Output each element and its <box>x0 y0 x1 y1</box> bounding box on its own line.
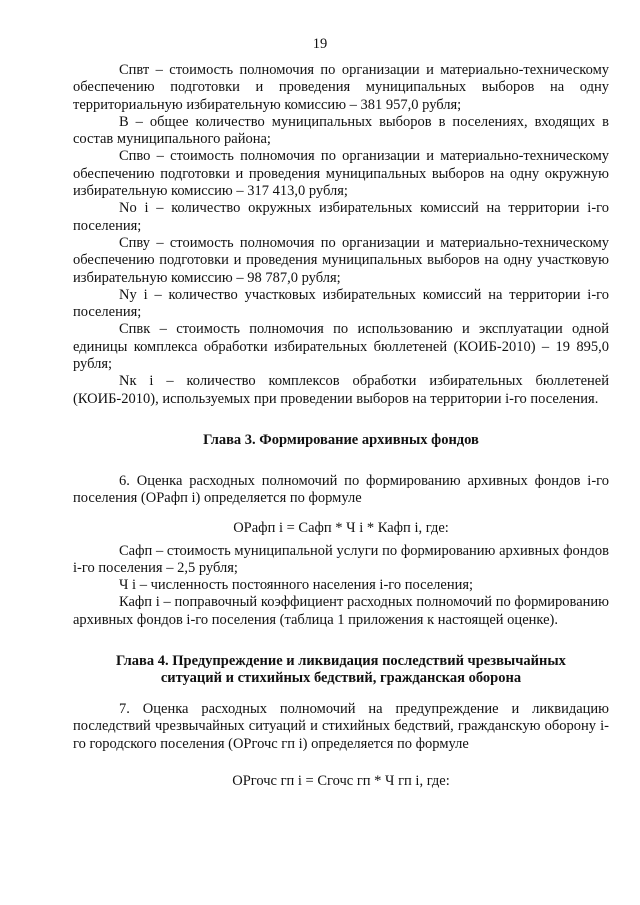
chapter-4-title-line2: ситуаций и стихийных бедствий, гражданская оборона <box>160 670 522 687</box>
definition-spvu: Спву – стоимость полномочия по организации и материально-техническому обеспечению подготовки и проведения муниципальных выборов на одну участковую избирательную комиссию – 98 787,0 рубля; <box>73 234 609 286</box>
definition-spvo: Спво – стоимость полномочия по организации и материально-техническому обеспечению подготовки и проведения муниципальных выборов на одну окружную избирательную комиссию – 317 413,0 рубля; <box>73 148 609 200</box>
definition-spvk: Спвк – стоимость полномочия по использованию и эксплуатации одной единицы комплекса обработки избирательных бюллетеней (КОИБ-2010) – 19 895,0 рубля; <box>73 321 609 373</box>
definition-spvt: Спвт – стоимость полномочия по организации и материально-техническому обеспечению подготовки и проведения муниципальных выборов на одну территориальную избирательную комиссию – 381 957,0 рубля; <box>73 62 609 113</box>
definition-ch-i: Ч i – численность постоянного населения i-го поселения; <box>119 577 474 594</box>
chapter-3-intro: 6. Оценка расходных полномочий по формированию архивных фондов i-го поселения (ОРафп i) определяется по формуле <box>73 472 609 507</box>
definition-safp: Сафп – стоимость муниципальной услуги по формированию архивных фондов i-го поселения – 2,5 рубля; <box>73 542 609 576</box>
definition-ny: Ny i – количество участковых избирательных комиссий на территории i-го поселения; <box>73 286 609 321</box>
definition-no: No i – количество окружных избирательных комиссий на территории i-го поселения; <box>73 200 609 234</box>
page-content <box>73 62 609 790</box>
chapter-4-intro: 7. Оценка расходных полномочий на предупреждение и ликвидацию последствий чрезвычайных ситуаций и стихийных бедствий, гражданскую оборону i-го городского поселения (ОРгочс гп i) определяется по формуле <box>73 701 609 752</box>
definition-kafp: Кафп i – поправочный коэффициент расходных полномочий по формированию архивных фондов i-го поселения (таблица 1 приложения к настоящей оценке). <box>73 594 609 628</box>
definition-nk: Nк i – количество комплексов обработки избирательных бюллетеней (КОИБ-2010), используемых при проведении выборов на территории i-го поселения. <box>73 373 609 407</box>
chapter-3-formula: ОРафп i = Сафп * Ч i * Кафп i, где: <box>233 519 449 536</box>
chapter-4-title-line1: Глава 4. Предупреждение и ликвидация последствий чрезвычайных <box>116 653 566 670</box>
definition-v: В – общее количество муниципальных выборов в поселениях, входящих в состав муниципального района; <box>73 113 609 148</box>
chapter-4-formula: ОРгочс гп i = Сгочс гп * Ч гп i, где: <box>232 772 450 789</box>
chapter-3-title: Глава 3. Формирование архивных фондов <box>203 431 479 448</box>
page-number: 19 <box>312 36 328 52</box>
